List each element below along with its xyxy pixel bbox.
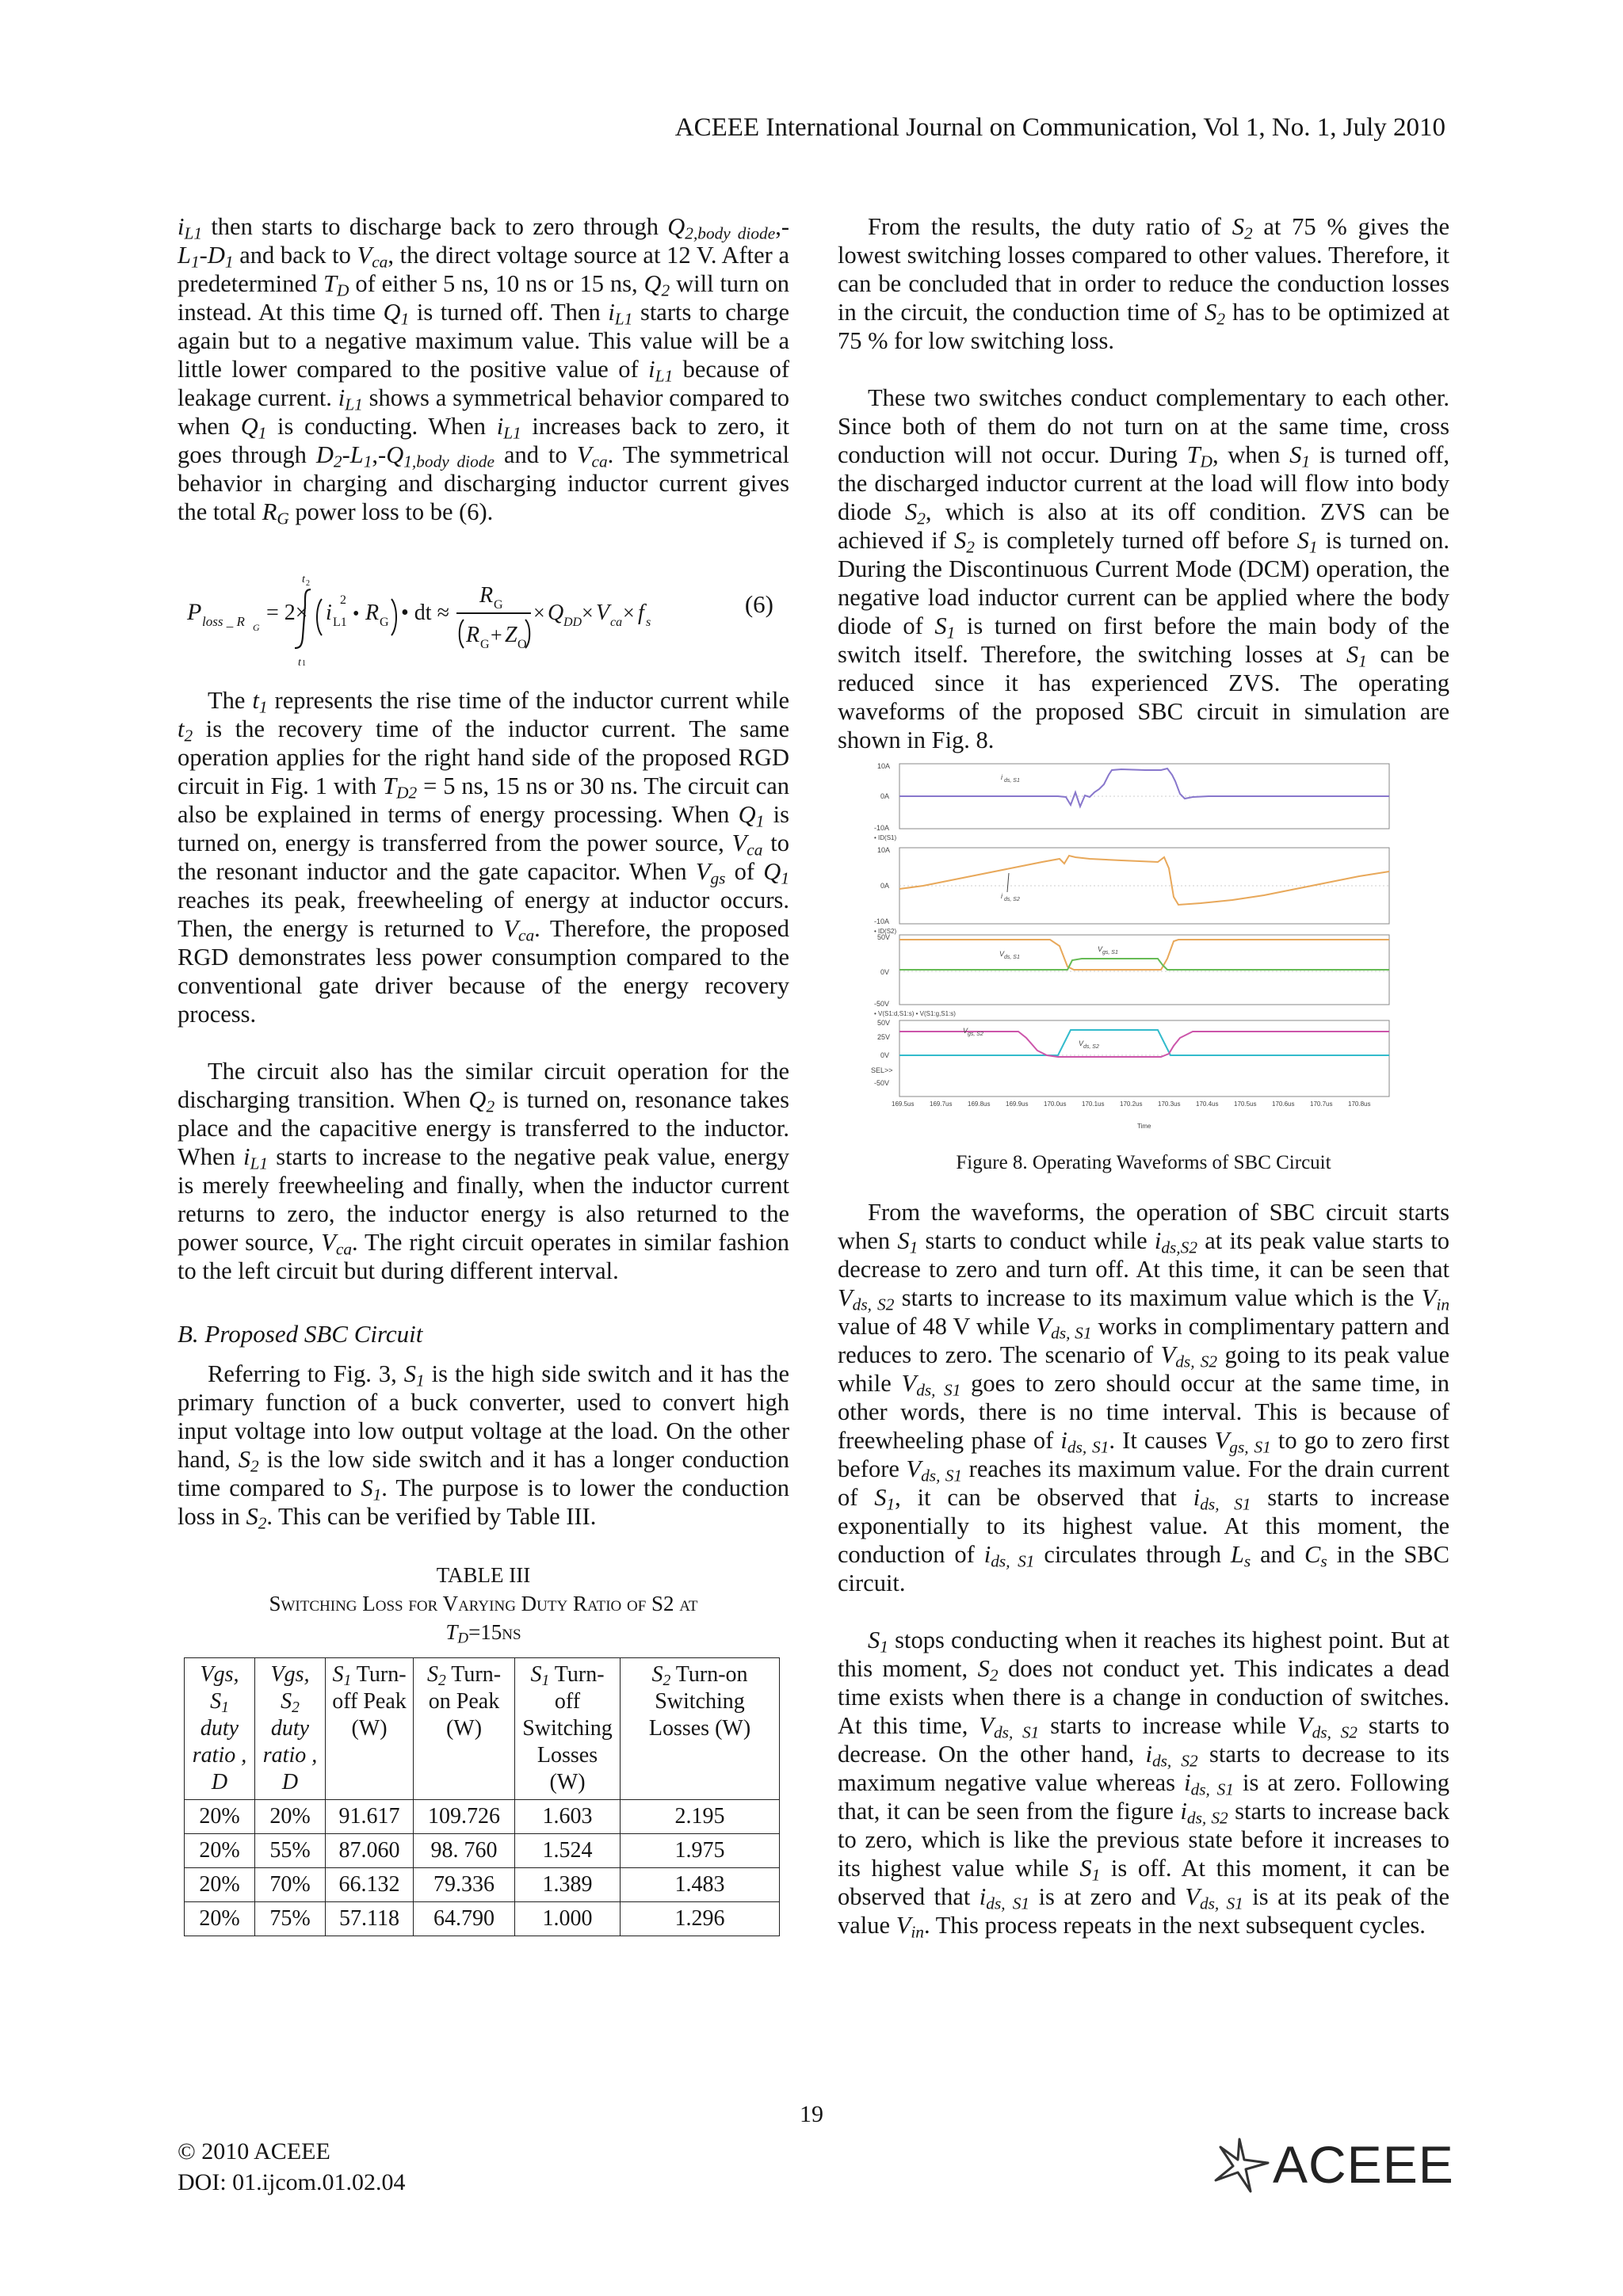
eq-den-z-sub: O <box>517 638 527 651</box>
paragraph-il1-discharge: $i_{L1}$ then starts to discharge back to zero through $Q_{2,body diode},-L_1-D_1$ and back to $V_{ca}$, the direct voltage source at 12 V. After a predetermined $T_D$ of either 5 ns, 10 ns or 15 ns, $Q_2$ will turn on instead. At this time $Q_1$ is turned off. Then $i_{L1}$ starts to charge again but to a negative maximum value. This value will be a little lower compared to the positive value of $i_{L1}$ because of leakage current. $i_{L1}$ shows a symmetrical behavior compared to when $Q_1$ is conducting. When $i_{L1}$ increases back to zero, it goes through $D_2-L_1,-Q_{1,body diode}$ and to $V_{ca}$. The symmetrical behavior in charging and discharging inductor current gives the total $R_G$ power loss to be (6). <box>178 213 790 528</box>
p3-tick-mid: 0V <box>880 968 890 976</box>
footer-copyright-block <box>178 2136 405 2198</box>
eq-bullet: • <box>353 604 360 624</box>
p3-label-b: V <box>1098 945 1103 953</box>
x-tick: 170.0us <box>1044 1100 1067 1108</box>
p1-legend: • ID(S1) <box>874 834 897 841</box>
paren-open <box>317 599 322 635</box>
p4-tick-neg50v: -50V <box>874 1079 890 1087</box>
eq-i: i <box>326 601 332 625</box>
panel-v-s2 <box>871 1019 1389 1097</box>
p4-label-b: V <box>1079 1039 1084 1047</box>
eq-den-z: Z <box>505 623 517 647</box>
paren-close <box>391 599 396 635</box>
table-row: 20% 20% 91.617 109.726 1.603 2.195 <box>185 1800 780 1834</box>
vds-s1-trace <box>899 940 1389 970</box>
switching-loss-table <box>184 1657 780 1936</box>
figure-8-caption: Figure 8. Operating Waveforms of SBC Circuit <box>956 1152 1331 1173</box>
table-title: TABLE III <box>436 1563 531 1587</box>
p2-label-sub: ds, S2 <box>1004 897 1020 902</box>
vgs-s1-trace <box>899 959 1389 970</box>
p2-tick-bot: -10A <box>874 917 890 925</box>
x-tick: 169.9us <box>1006 1100 1029 1108</box>
eq-i-sub: L1 <box>333 616 347 629</box>
table-caption-line1: Switching Loss for Varying Duty Ratio of S2 at <box>269 1592 698 1615</box>
col-vgs-s2-duty: Vgs, $S_2$ duty ratio , D <box>255 1658 326 1800</box>
eq-den-r: R <box>466 623 480 647</box>
table-row: 20% 70% 66.132 79.336 1.389 1.483 <box>185 1868 780 1902</box>
p2-label: i <box>1001 892 1002 900</box>
eq-q-sub: DD <box>563 616 582 629</box>
table-header-row <box>185 1658 780 1800</box>
x-tick: 170.2us <box>1120 1100 1143 1108</box>
p1-label: i <box>1001 773 1002 781</box>
p1-tick-top: 10A <box>877 762 891 770</box>
p1-label-sub: ds, S1 <box>1004 778 1020 784</box>
eq-rg: R <box>365 601 380 625</box>
eq-upper-limit-sub: 2 <box>306 579 310 588</box>
p2-legend: • ID(S2) <box>874 928 897 935</box>
eq-lower-limit: t <box>298 657 301 666</box>
section-heading-sbc: B. Proposed SBC Circuit <box>178 1320 423 1348</box>
right-column <box>838 212 1450 1942</box>
eq-equals-2x: = 2× <box>266 601 308 625</box>
eq-den-r-sub: G <box>480 638 490 651</box>
p2-tick-top: 10A <box>877 846 891 854</box>
p1-tick-mid: 0A <box>880 792 890 800</box>
paragraph-waveform-operation: From the waveforms, the operation of SBC circuit starts when $S_1$ starts to conduct while $i_{ds,S2}$ at its peak value starts to decrease to zero and turn off. At this time, it can be seen that $V_{ds, S2}$ starts to increase to its maximum value which is the $V_{in}$ value of 48 V while $V_{ds, S1}$ works in complimentary pattern and reduces to zero. The scenario of $V_{ds, S2}$ going to its peak value while $V_{ds, S1}$ goes to zero should occur at the same time, in other words, there is no time interval. This is because of freewheeling phase of $i_{ds, S1}$. It causes $V_{gs, S1}$ to go to zero first before $V_{ds, S1}$ reaches its maximum value. For the drain current of $S_1$, it can be observed that $i_{ds, S1}$ starts to increase exponentially to its highest value. At this moment, the conduction of $i_{ds, S1}$ circulates through $L_s$ and $C_s$ in the SBC circuit. <box>838 1199 1450 1596</box>
table-caption-line2: $T_D=15ns$ <box>445 1620 521 1647</box>
paragraph-dead-time: $S_1$ stops conducting when it reaches its highest point. But at this moment, $S_2$ does not conduct yet. This indicates a dead time exists when there is a change in conduction of switches. At this time, $V_{ds, S1}$ starts to increase while $V_{ds, S2}$ starts to decrease. On the other hand, $i_{ds, S2}$ starts to decrease to its maximum negative value whereas $i_{ds, S1}$ is at zero. Following that, it can be seen from the figure $i_{ds, S2}$ starts to increase back to zero, which is like the previous state before it increases to its highest value while $S_1$ is off. At this moment, it can be observed that $i_{ds, S1}$ is at zero and $V_{ds, S1}$ is at its peak of the value $V_{in}$. This process repeats in the next subsequent cycles. <box>838 1627 1450 1942</box>
eq-times-2: × <box>582 601 594 624</box>
col-vgs-s1-duty: Vgs, $S_1$ duty ratio , D <box>185 1658 255 1800</box>
p4-label-a-sub: gs, S2 <box>968 1032 983 1037</box>
table-row: 20% 55% 87.060 98. 760 1.524 1.975 <box>185 1834 780 1868</box>
p3-label-a-sub: ds, S1 <box>1004 955 1020 960</box>
x-tick: 170.7us <box>1310 1100 1333 1108</box>
p3-tick-top: 50V <box>877 933 891 941</box>
paragraph-rise-time: The $t_1$ represents the rise time of the inductor current while $t_2$ is the recovery time of the inductor current. The same operation applies for the right hand side of the proposed RGD circuit in Fig. 1 with $T_{D2} = 5$ ns, 15 ns or 30 ns. The circuit can also be explained in terms of energy processing. When $Q_1$ is turned on, energy is transferred from the power source, $V_{ca}$ to the resonant inductor and the gate capacitor. When $V_{gs}$ of $Q_1$ reaches its peak, freewheeling of energy at inductor occurs. Then, the energy is returned to $V_{ca}$. Therefore, the proposed RGD demonstrates less power consumption compared to the conventional gate driver because of the energy recovery process. <box>178 687 789 1028</box>
p1-tick-bot: -10A <box>874 824 890 832</box>
ids-s2-trace <box>899 856 1389 905</box>
x-tick: 169.5us <box>892 1100 915 1108</box>
table-row: 20% 75% 57.118 64.790 1.000 1.296 <box>185 1902 780 1936</box>
den-paren-open <box>460 620 464 648</box>
x-tick: 169.8us <box>968 1100 991 1108</box>
panel-v-s1 <box>874 933 1389 1017</box>
p4-tick-25v: 25V <box>877 1033 891 1041</box>
p3-label-a: V <box>999 950 1005 958</box>
ids-s1-trace <box>899 769 1389 807</box>
p4-tick-0v: 0V <box>880 1051 890 1059</box>
eq-lhs: P <box>187 599 202 625</box>
equation-number: (6) <box>744 590 773 618</box>
x-tick: 169.7us <box>930 1100 953 1108</box>
paragraph-duty-ratio-result: From the results, the duty ratio of $S_2$ at 75 % gives the lowest switching losses compared to other values. Therefore, it can be concluded that in order to reduce the conduction losses in the circuit, the conduction time of $S_2$ has to be optimized at 75 % for low switching loss. <box>838 213 1449 354</box>
eq-times-1: × <box>533 601 545 624</box>
waveform-plot <box>860 761 1430 1131</box>
eq-lower-limit-sub: 1 <box>302 659 306 666</box>
eq-rg-sub: G <box>380 616 389 629</box>
p4-tick-50v: 50V <box>877 1019 891 1027</box>
panel-ids-s2 <box>874 846 1389 935</box>
p4-label-b-sub: ds, S2 <box>1083 1044 1099 1050</box>
eq-v-sub: ca <box>610 616 623 629</box>
eq-times-3: × <box>623 601 635 624</box>
x-tick: 170.1us <box>1082 1100 1105 1108</box>
paragraph-discharging: The circuit also has the similar circuit operation for the discharging transition. When $Q_2$ is turned on, resonance takes place and the capacitive energy is transferred to the inductor. When $i_{L1}$ starts to increase to the negative peak value, energy is merely freewheeling and finally, when the inductor current returns to zero, the inductor energy is also returned to the power source, $V_{ca}$. The right circuit operates in similar fashion to the left circuit but during different interval. <box>178 1058 789 1284</box>
eq-q: Q <box>548 601 564 625</box>
eq-num: R <box>479 583 494 608</box>
p4-tick-sel: SEL>> <box>871 1066 893 1074</box>
aceee-logo <box>1205 2133 1454 2196</box>
col-s2-turnon-losses: $S_2$ Turn-on Switching Losses (W) <box>621 1658 780 1800</box>
doi: DOI: 01.ijcom.01.02.04 <box>178 2169 406 2195</box>
figure-8-waveforms <box>860 761 1430 1131</box>
equation-6 <box>178 555 789 666</box>
x-tick: 170.4us <box>1196 1100 1219 1108</box>
x-tick: 170.8us <box>1348 1100 1371 1108</box>
running-head: ACEEE International Journal on Communication, Vol 1, No. 1, July 2010 <box>674 113 1445 142</box>
p2-arrow <box>1007 873 1009 892</box>
p2-tick-mid: 0A <box>880 882 890 890</box>
equation-graphic <box>178 555 789 666</box>
p3-legend: • V(S1:d,S1:s) • V(S1:g,S1:s) <box>874 1010 956 1017</box>
p4-label-a: V <box>963 1027 968 1035</box>
eq-f: f <box>638 601 644 625</box>
paragraph-complementary: These two switches conduct complementary to each other. Since both of them do not turn on at the same time, cross conduction will not occur. During $T_D$, when $S_1$ is turned off, the discharged inductor current at the load will flow into body diode $S_2$, which is also at its off condition. ZVS can be achieved if $S_2$ is completely turned off before $S_1$ is turned on. During the Discontinuous Current Mode (DCM) operation, the negative load inductor current can be applied where the body diode of $S_1$ is turned on first before the main body of the switch itself. Therefore, the switching losses at $S_1$ can be reduced since it has experienced ZVS. The operating waveforms of the proposed SBC circuit in simulation are shown in Fig. 8. <box>838 384 1450 753</box>
copyright: © 2010 ACEEE <box>178 2138 330 2164</box>
paragraph-sbc-intro: Referring to Fig. 3, $S_1$ is the high side switch and it has the primary function of a buck converter, used to convert high input voltage into low output voltage at the load. On the other hand, $S_2$ is the low side switch and it has a longer conduction time compared to $S_1$. The purpose is to lower the conduction loss in $S_2$. This can be verified by Table III. <box>178 1360 789 1533</box>
x-axis-label: Time <box>1137 1123 1151 1130</box>
eq-upper-limit: t <box>302 574 305 585</box>
eq-f-sub: s <box>646 616 651 629</box>
x-tick: 170.3us <box>1158 1100 1181 1108</box>
col-s2-turnon-peak: $S_2$ Turn-on Peak (W) <box>414 1658 515 1800</box>
eq-lhs-subsub: G <box>253 622 260 633</box>
left-column <box>178 212 789 1936</box>
eq-den-plus: + <box>491 624 502 646</box>
p3-tick-bot: -50V <box>874 1000 890 1008</box>
eq-dt: • dt ≈ <box>401 601 449 625</box>
col-s1-turnoff-peak: $S_1$ Turn-off Peak (W) <box>326 1658 414 1800</box>
panel-ids-s1 <box>874 762 1389 841</box>
eq-num-sub: G <box>494 598 503 612</box>
x-axis <box>892 1100 1370 1130</box>
aceee-star-icon <box>1205 2133 1276 2196</box>
eq-i-sup: 2 <box>340 593 346 607</box>
col-s1-turnoff-losses: $S_1$ Turn-off Switching Losses (W) <box>515 1658 621 1800</box>
logo-text: ACEEE <box>1273 2135 1454 2194</box>
x-tick: 170.6us <box>1272 1100 1295 1108</box>
eq-lhs-sub: loss _ R <box>202 614 245 629</box>
page-number: 19 <box>800 2101 823 2127</box>
p3-label-b-sub: gs, S1 <box>1102 950 1118 955</box>
eq-v: V <box>596 601 610 625</box>
x-tick: 170.5us <box>1234 1100 1257 1108</box>
